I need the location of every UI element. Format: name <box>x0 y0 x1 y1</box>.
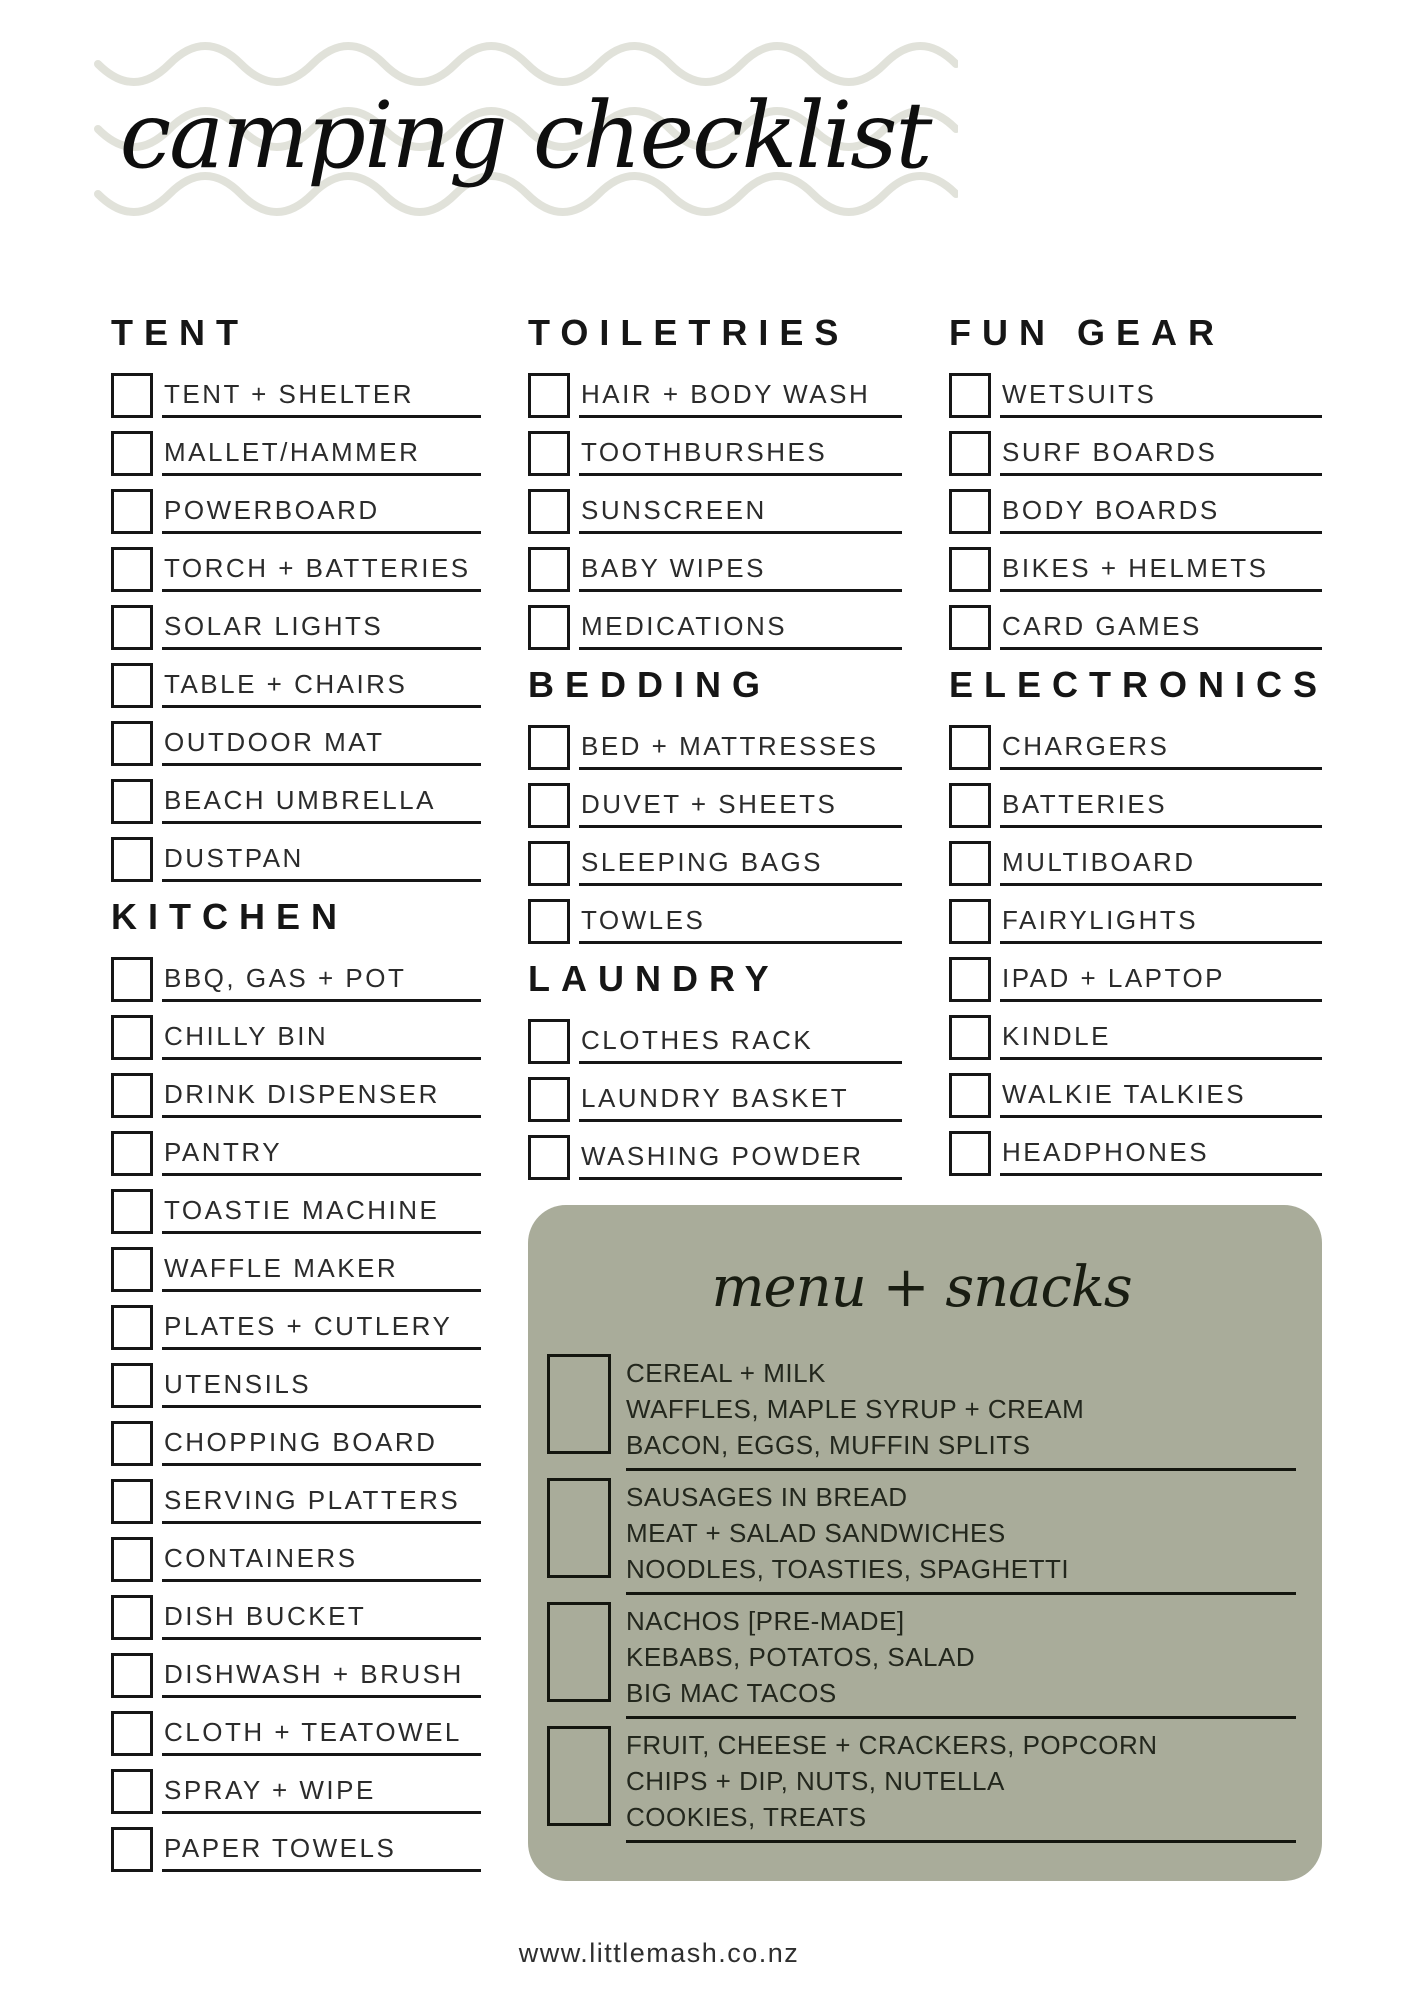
item-label: TABLE + CHAIRS <box>162 663 481 708</box>
item-label: DUVET + SHEETS <box>579 783 902 828</box>
section-items <box>111 373 481 882</box>
checklist-row <box>111 1769 481 1814</box>
checklist-row <box>528 1019 902 1064</box>
checklist-section <box>949 664 1329 1176</box>
item-label: IPAD + LAPTOP <box>1000 957 1322 1002</box>
checkbox[interactable] <box>111 663 153 708</box>
checkbox[interactable] <box>528 489 570 534</box>
item-label: CONTAINERS <box>162 1537 481 1582</box>
menu-lines <box>626 1726 1296 1843</box>
checkbox[interactable] <box>528 783 570 828</box>
checkbox[interactable] <box>111 431 153 476</box>
checklist-row <box>111 1073 481 1118</box>
checklist-row <box>111 431 481 476</box>
menu-line: NOODLES, TOASTIES, SPAGHETTI <box>626 1554 1070 1584</box>
checkbox[interactable] <box>949 899 991 944</box>
checkbox[interactable] <box>528 431 570 476</box>
checkbox[interactable] <box>111 1131 153 1176</box>
checklist-row <box>528 431 902 476</box>
item-label: TENT + SHELTER <box>162 373 481 418</box>
checklist-row <box>528 1135 902 1180</box>
page-title: camping checklist <box>119 81 931 189</box>
checkbox[interactable] <box>111 721 153 766</box>
checklist-row <box>111 1537 481 1582</box>
item-label: DRINK DISPENSER <box>162 1073 481 1118</box>
checkbox[interactable] <box>111 957 153 1002</box>
item-label: TORCH + BATTERIES <box>162 547 481 592</box>
menu-line: COOKIES, TREATS <box>626 1802 867 1832</box>
item-label: OUTDOOR MAT <box>162 721 481 766</box>
menu-line: SAUSAGES IN BREAD <box>626 1482 908 1512</box>
checklist-section <box>949 312 1322 650</box>
item-label: HAIR + BODY WASH <box>579 373 902 418</box>
checklist-section <box>528 664 902 944</box>
checklist-row <box>949 725 1322 770</box>
checklist-row <box>111 373 481 418</box>
checkbox[interactable] <box>528 899 570 944</box>
checklist-row <box>528 489 902 534</box>
checklist-row <box>949 605 1322 650</box>
item-label: BIKES + HELMETS <box>1000 547 1322 592</box>
checklist-section <box>111 896 481 1872</box>
checklist-row <box>111 1827 481 1872</box>
section-title: TENT <box>111 312 249 353</box>
checklist-row <box>949 1131 1322 1176</box>
checklist-row <box>949 489 1322 534</box>
checklist-section <box>111 312 481 882</box>
checklist-row <box>111 1653 481 1698</box>
menu-line: CEREAL + MILK <box>626 1358 826 1388</box>
checklist-row <box>111 1479 481 1524</box>
item-label: SPRAY + WIPE <box>162 1769 481 1814</box>
checkbox[interactable] <box>547 1602 611 1702</box>
item-label: BBQ, GAS + POT <box>162 957 481 1002</box>
checkbox[interactable] <box>111 489 153 534</box>
item-label: MULTIBOARD <box>1000 841 1322 886</box>
item-label: BODY BOARDS <box>1000 489 1322 534</box>
checkbox[interactable] <box>111 1827 153 1872</box>
menu-row <box>547 1354 1296 1471</box>
checklist-row <box>949 547 1322 592</box>
checkbox[interactable] <box>111 1189 153 1234</box>
checklist-row <box>111 1363 481 1408</box>
item-label: BEACH UMBRELLA <box>162 779 481 824</box>
checkbox[interactable] <box>949 1073 991 1118</box>
section-items <box>949 373 1322 650</box>
menu-row <box>547 1726 1296 1843</box>
checkbox[interactable] <box>111 1073 153 1118</box>
item-label: WAFFLE MAKER <box>162 1247 481 1292</box>
item-label: CHILLY BIN <box>162 1015 481 1060</box>
menu-line: BACON, EGGS, MUFFIN SPLITS <box>626 1430 1031 1460</box>
item-label: TOOTHBURSHES <box>579 431 902 476</box>
title-block <box>92 40 958 230</box>
section-title: KITCHEN <box>111 896 348 937</box>
item-label: SLEEPING BAGS <box>579 841 902 886</box>
section-items <box>528 1019 902 1180</box>
menu-lines <box>626 1602 1296 1719</box>
menu-title: menu + snacks <box>711 1255 1132 1320</box>
footer-url: www.littlemash.co.nz <box>518 1938 800 1968</box>
item-label: WALKIE TALKIES <box>1000 1073 1322 1118</box>
checkbox[interactable] <box>528 725 570 770</box>
item-label: WETSUITS <box>1000 373 1322 418</box>
checklist-row <box>528 373 902 418</box>
checklist-row <box>949 783 1322 828</box>
checklist-row <box>111 489 481 534</box>
item-label: HEADPHONES <box>1000 1131 1322 1176</box>
section-items <box>528 373 902 650</box>
item-label: SOLAR LIGHTS <box>162 605 481 650</box>
checklist-section <box>528 312 902 650</box>
item-label: MEDICATIONS <box>579 605 902 650</box>
checkbox[interactable] <box>111 1653 153 1698</box>
section-title: FUN GEAR <box>949 312 1225 353</box>
item-label: SUNSCREEN <box>579 489 902 534</box>
menu-line: WAFFLES, MAPLE SYRUP + CREAM <box>626 1394 1085 1424</box>
menu-row <box>547 1602 1296 1719</box>
checkbox[interactable] <box>111 1479 153 1524</box>
section-items <box>528 725 902 944</box>
item-label: DUSTPAN <box>162 837 481 882</box>
item-label: TOASTIE MACHINE <box>162 1189 481 1234</box>
checkbox[interactable] <box>111 1537 153 1582</box>
menu-box <box>528 1205 1322 1881</box>
menu-row <box>547 1478 1296 1595</box>
menu-lines <box>626 1354 1296 1471</box>
checklist-row <box>111 1015 481 1060</box>
item-label: CLOTH + TEATOWEL <box>162 1711 481 1756</box>
section-title: LAUNDRY <box>528 958 780 999</box>
checklist-section <box>528 958 902 1180</box>
menu-line: BIG MAC TACOS <box>626 1678 837 1708</box>
checkbox[interactable] <box>111 373 153 418</box>
checkbox[interactable] <box>111 1305 153 1350</box>
checklist-row <box>111 721 481 766</box>
checklist-content <box>111 312 1329 1885</box>
checklist-row <box>528 783 902 828</box>
item-label: MALLET/HAMMER <box>162 431 481 476</box>
item-label: CHARGERS <box>1000 725 1322 770</box>
checklist-row <box>528 605 902 650</box>
checkbox[interactable] <box>528 1077 570 1122</box>
checklist-row <box>111 547 481 592</box>
checklist-row <box>111 605 481 650</box>
checklist-row <box>528 1077 902 1122</box>
menu-line: NACHOS [PRE-MADE] <box>626 1606 905 1636</box>
checkbox[interactable] <box>111 605 153 650</box>
checkbox[interactable] <box>949 605 991 650</box>
checkbox[interactable] <box>949 489 991 534</box>
section-title: ELECTRONICS <box>949 664 1329 705</box>
checkbox[interactable] <box>528 547 570 592</box>
checklist-row <box>111 837 481 882</box>
checkbox[interactable] <box>547 1354 611 1454</box>
item-label: DISHWASH + BRUSH <box>162 1653 481 1698</box>
section-items <box>949 725 1322 1176</box>
item-label: PLATES + CUTLERY <box>162 1305 481 1350</box>
checkbox[interactable] <box>949 841 991 886</box>
checklist-row <box>111 1421 481 1466</box>
checkbox[interactable] <box>111 1595 153 1640</box>
section-title: BEDDING <box>528 664 772 705</box>
checklist-row <box>949 373 1322 418</box>
checklist-row <box>949 1015 1322 1060</box>
checklist-row <box>528 547 902 592</box>
item-label: BABY WIPES <box>579 547 902 592</box>
checklist-row <box>949 841 1322 886</box>
checkbox[interactable] <box>528 1135 570 1180</box>
item-label: SURF BOARDS <box>1000 431 1322 476</box>
menu-line: FRUIT, CHEESE + CRACKERS, POPCORN <box>626 1730 1158 1760</box>
checkbox[interactable] <box>111 779 153 824</box>
menu-line: MEAT + SALAD SANDWICHES <box>626 1518 1006 1548</box>
checklist-row <box>111 663 481 708</box>
menu-rows <box>547 1354 1296 1843</box>
column-right <box>949 312 1329 1197</box>
checkbox[interactable] <box>111 1015 153 1060</box>
checkbox[interactable] <box>111 1711 153 1756</box>
checklist-row <box>111 1131 481 1176</box>
item-label: FAIRYLIGHTS <box>1000 899 1322 944</box>
checklist-row <box>111 1595 481 1640</box>
checklist-row <box>949 957 1322 1002</box>
checkbox[interactable] <box>949 547 991 592</box>
item-label: CARD GAMES <box>1000 605 1322 650</box>
section-title: TOILETRIES <box>528 312 850 353</box>
item-label: CHOPPING BOARD <box>162 1421 481 1466</box>
checklist-row <box>949 1073 1322 1118</box>
item-label: SERVING PLATTERS <box>162 1479 481 1524</box>
item-label: TOWLES <box>579 899 902 944</box>
checkbox[interactable] <box>949 431 991 476</box>
checkbox[interactable] <box>111 1363 153 1408</box>
checkbox[interactable] <box>949 725 991 770</box>
column-left <box>111 312 481 1885</box>
checklist-row <box>111 1189 481 1234</box>
item-label: LAUNDRY BASKET <box>579 1077 902 1122</box>
checklist-row <box>528 725 902 770</box>
checkbox[interactable] <box>949 1131 991 1176</box>
checkbox[interactable] <box>528 605 570 650</box>
checklist-row <box>111 1711 481 1756</box>
checkbox[interactable] <box>547 1478 611 1578</box>
checklist-row <box>111 779 481 824</box>
column-middle <box>528 312 902 1197</box>
item-label: KINDLE <box>1000 1015 1322 1060</box>
checklist-row <box>528 841 902 886</box>
checkbox[interactable] <box>111 1421 153 1466</box>
checkbox[interactable] <box>111 837 153 882</box>
checkbox[interactable] <box>111 547 153 592</box>
item-label: UTENSILS <box>162 1363 481 1408</box>
item-label: WASHING POWDER <box>579 1135 902 1180</box>
checklist-row <box>949 899 1322 944</box>
checkbox[interactable] <box>949 1015 991 1060</box>
checkbox[interactable] <box>949 373 991 418</box>
checkbox[interactable] <box>528 373 570 418</box>
checkbox[interactable] <box>111 1247 153 1292</box>
menu-line: CHIPS + DIP, NUTS, NUTELLA <box>626 1766 1005 1796</box>
menu-lines <box>626 1478 1296 1595</box>
checklist-row <box>111 1305 481 1350</box>
item-label: CLOTHES RACK <box>579 1019 902 1064</box>
checkbox[interactable] <box>949 783 991 828</box>
item-label: PANTRY <box>162 1131 481 1176</box>
item-label: POWERBOARD <box>162 489 481 534</box>
checkbox[interactable] <box>111 1769 153 1814</box>
item-label: BATTERIES <box>1000 783 1322 828</box>
menu-line: KEBABS, POTATOS, SALAD <box>626 1642 976 1672</box>
checklist-row <box>528 899 902 944</box>
checkbox[interactable] <box>528 1019 570 1064</box>
checkbox[interactable] <box>547 1726 611 1826</box>
item-label: PAPER TOWELS <box>162 1827 481 1872</box>
checklist-row <box>949 431 1322 476</box>
item-label: BED + MATTRESSES <box>579 725 902 770</box>
checklist-row <box>111 957 481 1002</box>
item-label: DISH BUCKET <box>162 1595 481 1640</box>
checklist-row <box>111 1247 481 1292</box>
checkbox[interactable] <box>528 841 570 886</box>
section-items <box>111 957 481 1872</box>
checkbox[interactable] <box>949 957 991 1002</box>
